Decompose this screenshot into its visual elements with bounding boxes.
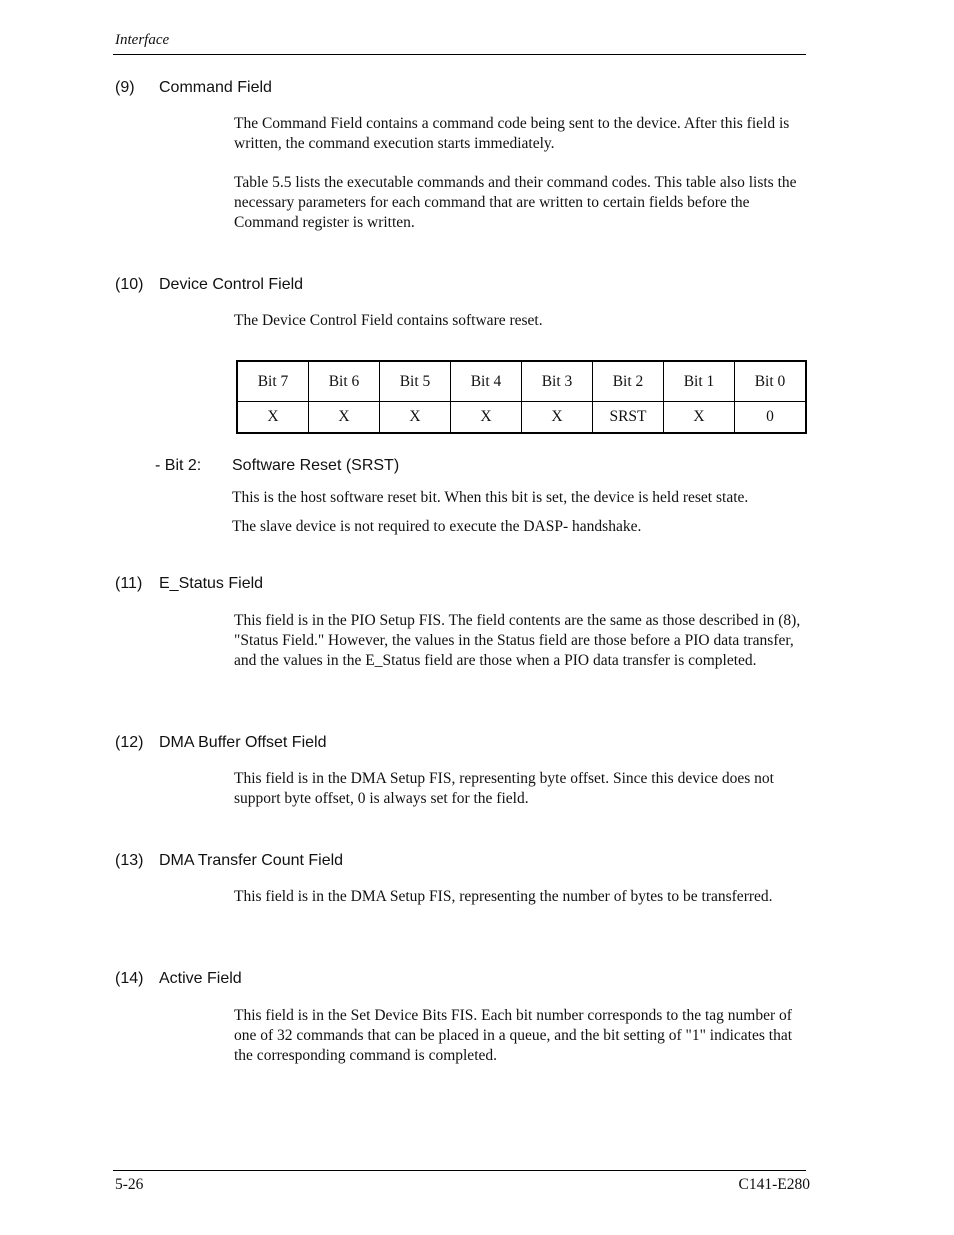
page-number: 5-26 — [115, 1176, 144, 1193]
section-number: (9) — [115, 79, 135, 96]
bit2-heading — [155, 457, 399, 475]
table-header-cell: Bit 5 — [380, 361, 451, 402]
section-heading-13 — [115, 852, 343, 870]
section-title: Device Control Field — [159, 276, 304, 293]
paragraph: Table 5.5 lists the executable commands and their command codes. This table also lists the necessary parameters for each command that are written to certain fields before the Command register is written. — [234, 174, 797, 231]
section-heading-9 — [115, 79, 272, 97]
section-heading-14 — [115, 970, 242, 988]
table-header-cell: Bit 2 — [593, 361, 664, 402]
section-title: E_Status Field — [159, 575, 264, 592]
table-cell: X — [451, 402, 522, 434]
footer-rule — [113, 1170, 806, 1171]
table-cell: X — [380, 402, 451, 434]
table-cell: X — [237, 402, 309, 434]
section-title: DMA Transfer Count Field — [159, 852, 344, 869]
paragraph: The slave device is not required to execute the DASP- handshake. — [232, 518, 642, 535]
section-number: (12) — [115, 734, 144, 751]
table-row — [237, 402, 806, 434]
section-number: (14) — [115, 970, 144, 987]
bit2-label: - Bit 2: — [155, 457, 202, 474]
running-header: Interface — [115, 32, 170, 48]
table-header-cell: Bit 0 — [735, 361, 807, 402]
section-number: (11) — [115, 575, 143, 592]
section-title: Active Field — [159, 970, 242, 987]
table-cell: X — [522, 402, 593, 434]
device-control-bit-table — [236, 360, 807, 434]
section-title: DMA Buffer Offset Field — [159, 734, 327, 751]
table-cell: X — [309, 402, 380, 434]
section-heading-11 — [115, 575, 263, 593]
paragraph: This field is in the DMA Setup FIS, representing the number of bytes to be transferred. — [234, 888, 773, 905]
table-cell: SRST — [593, 402, 664, 434]
paragraph: The Device Control Field contains software reset. — [234, 312, 543, 329]
paragraph: This field is in the Set Device Bits FIS. Each bit number corresponds to the tag number of one of 32 commands that can be placed in a queue, and the bit setting of "1" indicates that the corresponding command is completed. — [234, 1007, 792, 1064]
section-number: (13) — [115, 852, 144, 869]
table-header-cell: Bit 1 — [664, 361, 735, 402]
table-header-cell: Bit 7 — [237, 361, 309, 402]
table-header-cell: Bit 6 — [309, 361, 380, 402]
table-header-cell: Bit 3 — [522, 361, 593, 402]
table-cell: X — [664, 402, 735, 434]
table-row — [237, 361, 806, 402]
table-header-cell: Bit 4 — [451, 361, 522, 402]
paragraph: The Command Field contains a command code being sent to the device. After this field is written, the command execution starts immediately. — [234, 115, 790, 152]
document-code: C141-E280 — [738, 1176, 810, 1193]
section-heading-10 — [115, 276, 303, 294]
paragraph: This field is in the PIO Setup FIS. The field contents are the same as those described in (8), "Status Field." However, the values in the Status field are those before a PIO data transfer, and the values in the E_Status field are those when a PIO data transfer is completed. — [234, 612, 801, 669]
bit2-title: Software Reset (SRST) — [232, 457, 400, 474]
section-heading-12 — [115, 734, 326, 752]
table-cell: 0 — [735, 402, 807, 434]
section-title: Command Field — [159, 79, 272, 96]
header-rule — [113, 54, 806, 55]
paragraph: This field is in the DMA Setup FIS, representing byte offset. Since this device does not support byte offset, 0 is always set for the field. — [234, 770, 774, 807]
paragraph: This is the host software reset bit. When this bit is set, the device is held reset state. — [232, 489, 749, 506]
section-number: (10) — [115, 276, 144, 293]
